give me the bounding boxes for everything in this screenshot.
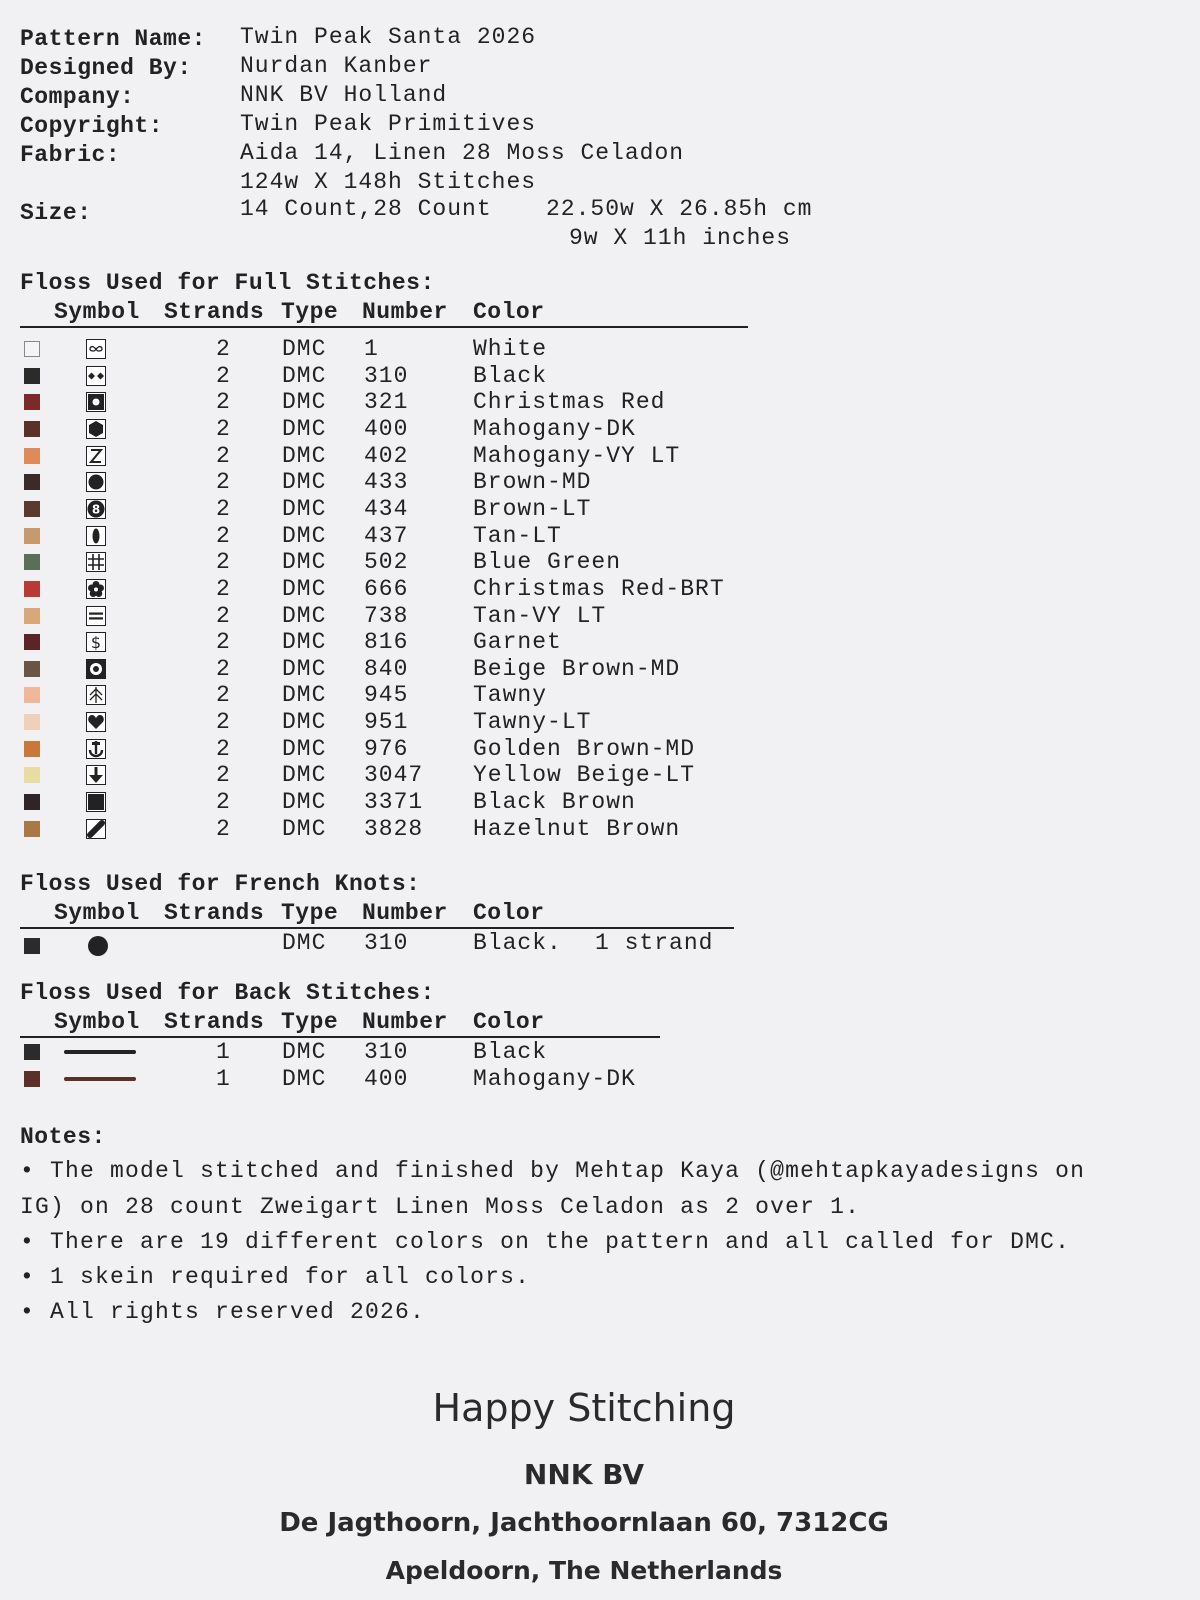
color-name-cell: Tawny [473, 682, 548, 708]
type-cell: DMC [282, 1066, 327, 1092]
pattern-name-label: Pattern Name: [20, 26, 206, 52]
type-cell: DMC [282, 336, 327, 362]
company: NNK BV Holland [240, 82, 448, 108]
note-line: • The model stitched and finished by Mehtap Kaya (@mehtapkayadesigns on [20, 1158, 1086, 1184]
color-name-cell: Brown-MD [473, 469, 592, 495]
type-cell: DMC [282, 603, 327, 629]
color-name-cell: Brown-LT [473, 496, 592, 522]
fk-col-symbol: Symbol [54, 900, 140, 926]
number-cell: 402 [364, 443, 409, 469]
full-stitches-title: Floss Used for Full Stitches: [20, 270, 435, 296]
color-name-cell: Christmas Red [473, 389, 666, 415]
company-label: Company: [20, 84, 135, 110]
color-name-cell: Christmas Red-BRT [473, 576, 725, 602]
greeting: Happy Stitching [432, 1386, 736, 1430]
color-name-cell: Tawny-LT [473, 709, 592, 735]
size-inches: 9w X 11h inches [569, 225, 792, 251]
color-swatch [24, 714, 40, 730]
color-name-cell: Golden Brown-MD [473, 736, 696, 762]
color-name-cell: Blue Green [473, 549, 622, 575]
ring-icon [86, 659, 106, 679]
fk-swatch [24, 938, 40, 954]
number-cell: 945 [364, 682, 409, 708]
fk-col-number: Number [362, 900, 448, 926]
fk-col-color: Color [473, 900, 545, 926]
filled-circle-icon [86, 472, 106, 492]
dollar-icon [86, 632, 106, 652]
number-cell: 400 [364, 1066, 409, 1092]
fk-col-type: Type [281, 900, 339, 926]
copyright: Twin Peak Primitives [240, 111, 537, 137]
fk-strand-note: 1 strand [595, 930, 714, 956]
arrow-down-icon [86, 765, 106, 785]
strands-cell: 2 [216, 496, 231, 522]
fabric: Aida 14, Linen 28 Moss Celadon [240, 140, 685, 166]
color-swatch [24, 687, 40, 703]
strands-cell: 2 [216, 789, 231, 815]
color-swatch [24, 608, 40, 624]
number-cell: 816 [364, 629, 409, 655]
z-letter-icon [86, 446, 106, 466]
color-name-cell: Tan-LT [473, 523, 562, 549]
note-line: • There are 19 different colors on the pattern and all called for DMC. [20, 1229, 1071, 1255]
back-stitches-title: Floss Used for Back Stitches: [20, 980, 435, 1006]
type-cell: DMC [282, 496, 327, 522]
french-knots-rule [20, 927, 734, 929]
oval-icon [86, 526, 106, 546]
color-swatch [24, 1044, 40, 1060]
color-name-cell: Tan-VY LT [473, 603, 607, 629]
color-swatch [24, 341, 40, 357]
type-cell: DMC [282, 576, 327, 602]
type-cell: DMC [282, 629, 327, 655]
number-cell: 3828 [364, 816, 424, 842]
type-cell: DMC [282, 469, 327, 495]
color-swatch [24, 581, 40, 597]
slash-pill-icon [86, 819, 106, 839]
footer-address: De Jagthoorn, Jachthoornlaan 60, 7312CG [279, 1508, 889, 1538]
french-knots-title: Floss Used for French Knots: [20, 871, 421, 897]
stitch-count: 124w X 148h Stitches [240, 169, 537, 195]
strands-cell: 2 [216, 603, 231, 629]
strands-cell: 2 [216, 443, 231, 469]
type-cell: DMC [282, 1039, 327, 1065]
type-cell: DMC [282, 363, 327, 389]
bs-col-type: Type [281, 1009, 339, 1035]
number-cell: 840 [364, 656, 409, 682]
color-name-cell: Yellow Beige-LT [473, 762, 696, 788]
fk-color: Black. [473, 930, 562, 956]
color-swatch [24, 794, 40, 810]
number-cell: 321 [364, 389, 409, 415]
fk-type: DMC [282, 930, 327, 956]
notes-title: Notes: [20, 1124, 106, 1150]
color-swatch [24, 368, 40, 384]
number-cell: 310 [364, 1039, 409, 1065]
number-cell: 434 [364, 496, 409, 522]
color-name-cell: Garnet [473, 629, 562, 655]
strands-cell: 2 [216, 363, 231, 389]
number-cell: 400 [364, 416, 409, 442]
strands-cell: 2 [216, 629, 231, 655]
color-swatch [24, 448, 40, 464]
backstitch-line-icon [64, 1077, 136, 1081]
color-swatch [24, 634, 40, 650]
footer-city: Apeldoorn, The Netherlands [385, 1556, 783, 1585]
flower-icon [86, 579, 106, 599]
type-cell: DMC [282, 789, 327, 815]
type-cell: DMC [282, 549, 327, 575]
svg-text:8: 8 [91, 502, 101, 517]
col-symbol: Symbol [54, 299, 140, 325]
anchor-icon [86, 739, 106, 759]
hash-icon [86, 552, 106, 572]
color-swatch [24, 501, 40, 517]
strands-cell: 2 [216, 336, 231, 362]
type-cell: DMC [282, 816, 327, 842]
color-swatch [24, 661, 40, 677]
color-name-cell: Black [473, 363, 548, 389]
strands-cell: 2 [216, 816, 231, 842]
color-swatch [24, 1071, 40, 1087]
backstitch-line-icon [64, 1050, 136, 1054]
circled-eight-icon [86, 499, 106, 519]
number-cell: 433 [364, 469, 409, 495]
strands-cell: 2 [216, 736, 231, 762]
size-label: Size: [20, 200, 92, 226]
color-name-cell: Mahogany-DK [473, 1066, 636, 1092]
strands-cell: 2 [216, 576, 231, 602]
color-swatch [24, 394, 40, 410]
color-name-cell: Mahogany-DK [473, 416, 636, 442]
color-swatch [24, 767, 40, 783]
strands-cell: 2 [216, 762, 231, 788]
strands-cell: 1 [216, 1066, 231, 1092]
number-cell: 738 [364, 603, 409, 629]
type-cell: DMC [282, 416, 327, 442]
size-cm: 22.50w X 26.85h cm [546, 196, 813, 222]
heart-icon [86, 712, 106, 732]
number-cell: 666 [364, 576, 409, 602]
col-number: Number [362, 299, 448, 325]
number-cell: 976 [364, 736, 409, 762]
copyright-label: Copyright: [20, 113, 164, 139]
bs-col-symbol: Symbol [54, 1009, 140, 1035]
number-cell: 1 [364, 336, 379, 362]
col-strands: Strands [164, 299, 265, 325]
strands-cell: 1 [216, 1039, 231, 1065]
color-name-cell: Black Brown [473, 789, 636, 815]
type-cell: DMC [282, 762, 327, 788]
designed-by-label: Designed By: [20, 55, 192, 81]
col-type: Type [281, 299, 339, 325]
bs-col-number: Number [362, 1009, 448, 1035]
color-swatch [24, 554, 40, 570]
color-swatch [24, 474, 40, 490]
col-color: Color [473, 299, 545, 325]
fabric-label: Fabric: [20, 142, 121, 168]
number-cell: 502 [364, 549, 409, 575]
svg-text:$: $ [90, 633, 102, 651]
number-cell: 951 [364, 709, 409, 735]
dot-icon [88, 936, 108, 956]
strands-cell: 2 [216, 469, 231, 495]
strands-cell: 2 [216, 656, 231, 682]
double-line-icon [86, 606, 106, 626]
color-name-cell: Hazelnut Brown [473, 816, 681, 842]
note-line: • All rights reserved 2026. [20, 1299, 426, 1325]
color-name-cell: Black [473, 1039, 548, 1065]
number-cell: 437 [364, 523, 409, 549]
double-diamond-icon [86, 366, 106, 386]
strands-cell: 2 [216, 549, 231, 575]
size-count: 14 Count,28 Count [240, 196, 492, 222]
color-swatch [24, 741, 40, 757]
color-name-cell: Mahogany-VY LT [473, 443, 681, 469]
number-cell: 3047 [364, 762, 424, 788]
strands-cell: 2 [216, 709, 231, 735]
bs-col-strands: Strands [164, 1009, 265, 1035]
asterisk-tree-icon [86, 685, 106, 705]
bs-col-color: Color [473, 1009, 545, 1035]
note-line: IG) on 28 count Zweigart Linen Moss Celadon as 2 over 1. [20, 1194, 861, 1220]
type-cell: DMC [282, 523, 327, 549]
type-cell: DMC [282, 443, 327, 469]
strands-cell: 2 [216, 416, 231, 442]
filled-square-icon [86, 792, 106, 812]
fk-number: 310 [364, 930, 409, 956]
strands-cell: 2 [216, 682, 231, 708]
infinity-icon [86, 339, 106, 359]
fk-col-strands: Strands [164, 900, 265, 926]
number-cell: 310 [364, 363, 409, 389]
color-swatch [24, 528, 40, 544]
type-cell: DMC [282, 736, 327, 762]
back-stitches-rule [20, 1036, 660, 1038]
square-dot-icon [86, 392, 106, 412]
strands-cell: 2 [216, 389, 231, 415]
number-cell: 3371 [364, 789, 424, 815]
type-cell: DMC [282, 682, 327, 708]
color-name-cell: White [473, 336, 548, 362]
color-swatch [24, 821, 40, 837]
color-swatch [24, 421, 40, 437]
footer-company: NNK BV [523, 1458, 645, 1491]
note-line: • 1 skein required for all colors. [20, 1264, 531, 1290]
type-cell: DMC [282, 709, 327, 735]
designed-by: Nurdan Kanber [240, 53, 433, 79]
color-name-cell: Beige Brown-MD [473, 656, 681, 682]
type-cell: DMC [282, 656, 327, 682]
type-cell: DMC [282, 389, 327, 415]
hexagon-icon [86, 419, 106, 439]
pattern-name: Twin Peak Santa 2026 [240, 24, 537, 50]
full-stitches-rule [20, 326, 748, 328]
strands-cell: 2 [216, 523, 231, 549]
